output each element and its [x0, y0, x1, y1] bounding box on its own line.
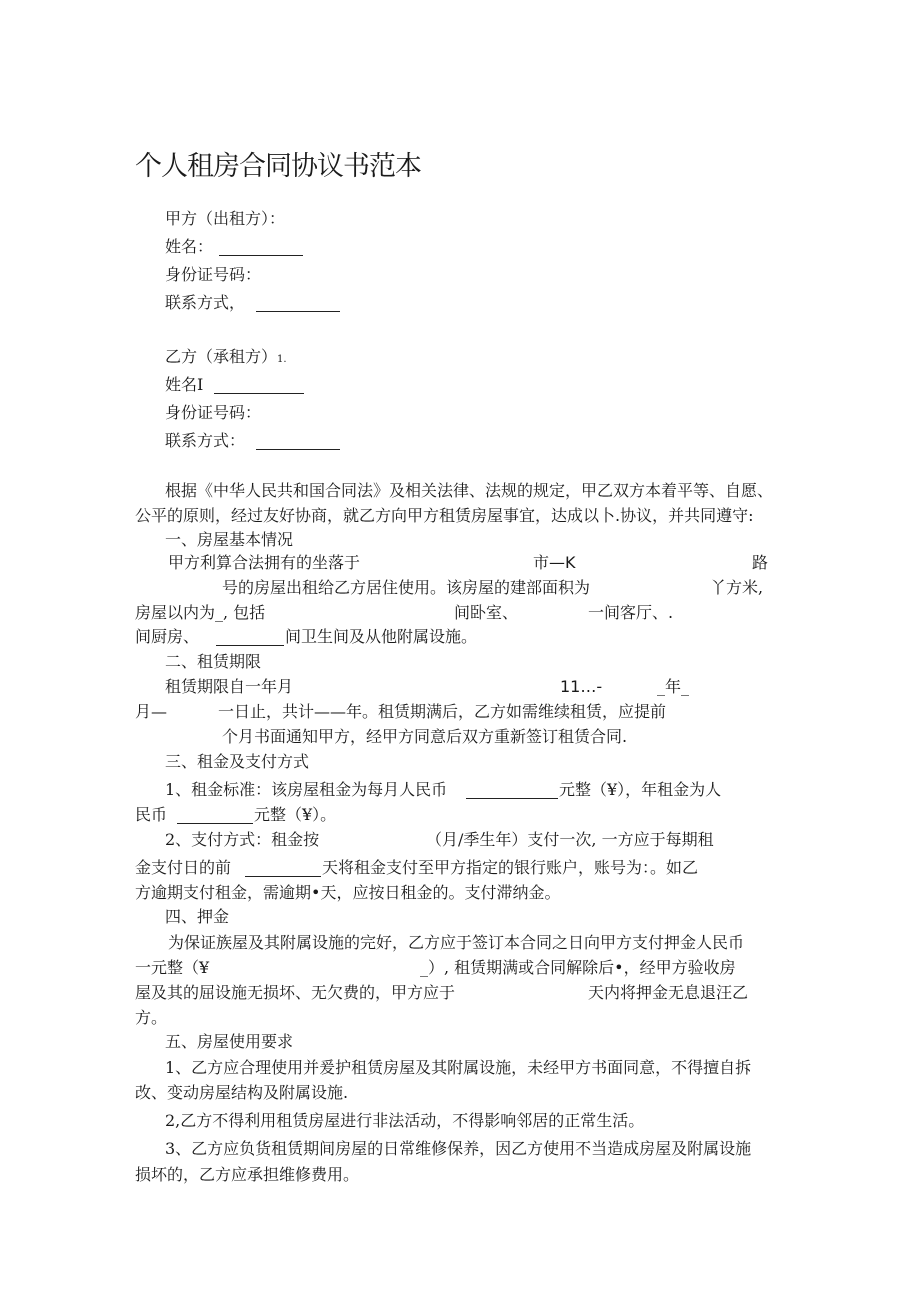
s3-p2-b: （月/季生年）支付一次, 一方应于每期租 — [426, 830, 714, 849]
s2-line-1c: _年_ — [657, 677, 690, 696]
party-a-id-label: 身份证号码： — [165, 265, 262, 284]
s5-rule-1b: 改、变动房屋结构及附属设施. — [135, 1083, 349, 1102]
s2-line-2a: 月— — [135, 702, 168, 721]
party-a-contact-label: 联系方式， — [165, 293, 246, 312]
s4-line-3a: 屋及其的屈设施无损坏、无欠费的，甲方应于 — [135, 983, 456, 1002]
section-3-heading: 三、租金及支付方式 — [165, 752, 310, 771]
s4-line-2b: _）, 租赁期满或合同解除后•，经甲方验收房 — [420, 958, 736, 977]
section-1-heading: 一、房屋基本情况 — [165, 530, 294, 549]
s1-bathroom-blank — [216, 631, 284, 646]
party-a-contact-blank — [256, 297, 340, 312]
s3-p1-d: 元整（¥）。 — [254, 805, 337, 824]
section-5-heading: 五、房屋使用要求 — [165, 1032, 294, 1051]
s2-line-1a: 租赁期限自一年月 — [165, 677, 294, 696]
s1-line-3c: 一间客厅、. — [588, 603, 674, 622]
s4-line-1: 为保证族屋及其附属设施的完好，乙方应于签订本合同之日向甲方支付押金人民币 — [168, 933, 745, 952]
party-b-id-label: 身份证号码： — [165, 403, 262, 422]
s1-line-4a: 间厨房、 — [135, 627, 200, 646]
s1-line-3a: 房屋以内为_, 包括 — [135, 603, 266, 622]
s3-p2-d: 天将租金支付至甲方指定的银行账户，账号为：。如乙 — [322, 858, 699, 877]
s5-rule-3b: 损坏的，乙方应承担维修费用。 — [135, 1165, 360, 1184]
s3-annual-rent-blank — [177, 809, 253, 824]
s1-line-3b: 间卧室、 — [454, 603, 519, 622]
party-a-heading: 甲方（出租方）： — [165, 209, 286, 228]
s3-days-blank — [245, 862, 321, 877]
s1-line-1c: 路 — [752, 553, 769, 572]
s4-line-3b: 天内将押金无息退汪乙 — [588, 983, 749, 1002]
s2-line-1b: 11…- — [560, 677, 603, 696]
s4-line-2a: 一元整（¥ — [135, 958, 210, 977]
party-b-heading-mark: 1. — [277, 354, 287, 365]
s1-line-2b: 丫方米, — [710, 578, 764, 597]
s3-p2-e: 方逾期支付租金，需逾期•天，应按日租金的。支付滞纳金。 — [135, 883, 561, 902]
party-a-name-label: 姓名： — [165, 237, 214, 256]
s2-line-2b: 一日止，共计——年。租赁期满后，乙方如需维续租赁，应提前 — [218, 702, 667, 721]
s2-line-3: 个月书面通知甲方，经甲方同意后双方重新签订租赁合同. — [222, 727, 628, 746]
s4-line-4: 方。 — [135, 1008, 168, 1027]
s1-line-2a: 号的房屋出租给乙方居住使用。该房屋的建部面积为 — [222, 578, 591, 597]
s5-rule-2: 2,乙方不得利用租赁房屋进行非法活动，不得影响邻居的正常生活。 — [165, 1111, 645, 1130]
s1-line-4b: 间卫生间及从他附属设施。 — [285, 627, 478, 646]
s3-p1-b: 元整（¥），年租金为人 — [559, 780, 722, 799]
s1-line-1b: 市—K — [533, 553, 576, 572]
s3-p2-a: 2、支付方式：租金按 — [165, 830, 320, 849]
s3-p2-c: 金支付日的前 — [135, 858, 232, 877]
intro-line-2: 公平的原则，经过友好协商，就乙方向甲方租赁房屋事宜，达成以卜.协议，并共同遵守: — [135, 506, 754, 525]
page-title: 个人租房合同协议书范本 — [135, 151, 421, 182]
section-4-heading: 四、押金 — [165, 907, 230, 926]
s1-line-1a: 甲方利算合法拥有的坐落于 — [168, 553, 361, 572]
party-a-name-blank — [219, 241, 303, 256]
section-2-heading: 二、租赁期限 — [165, 652, 262, 671]
party-b-name-blank — [214, 379, 304, 394]
party-b-contact-blank — [256, 435, 340, 450]
party-b-heading: 乙方（承租方）1. — [165, 347, 287, 366]
s5-rule-3a: 3、乙方应负货租赁期间房屋的日常维修保养，因乙方使用不当造成房屋及附属设施 — [165, 1139, 752, 1158]
s3-monthly-rent-blank — [466, 784, 558, 799]
s5-rule-1a: 1、乙方应合理使用并爰护租赁房屋及其附属设施，未经甲方书面同意，不得擅自拆 — [165, 1058, 752, 1077]
s3-p1-c: 民币 — [135, 805, 168, 824]
intro-line-1: 根据《中华人民共和国合同法》及相关法律、法规的规定，甲乙双方本着平等、自愿、 — [165, 481, 774, 500]
party-b-name-label: 姓名I — [165, 375, 204, 394]
s3-p1-a: 1、租金标准：该房屋租金为每月人民币 — [165, 780, 448, 799]
party-b-contact-label: 联系方式： — [165, 431, 246, 450]
